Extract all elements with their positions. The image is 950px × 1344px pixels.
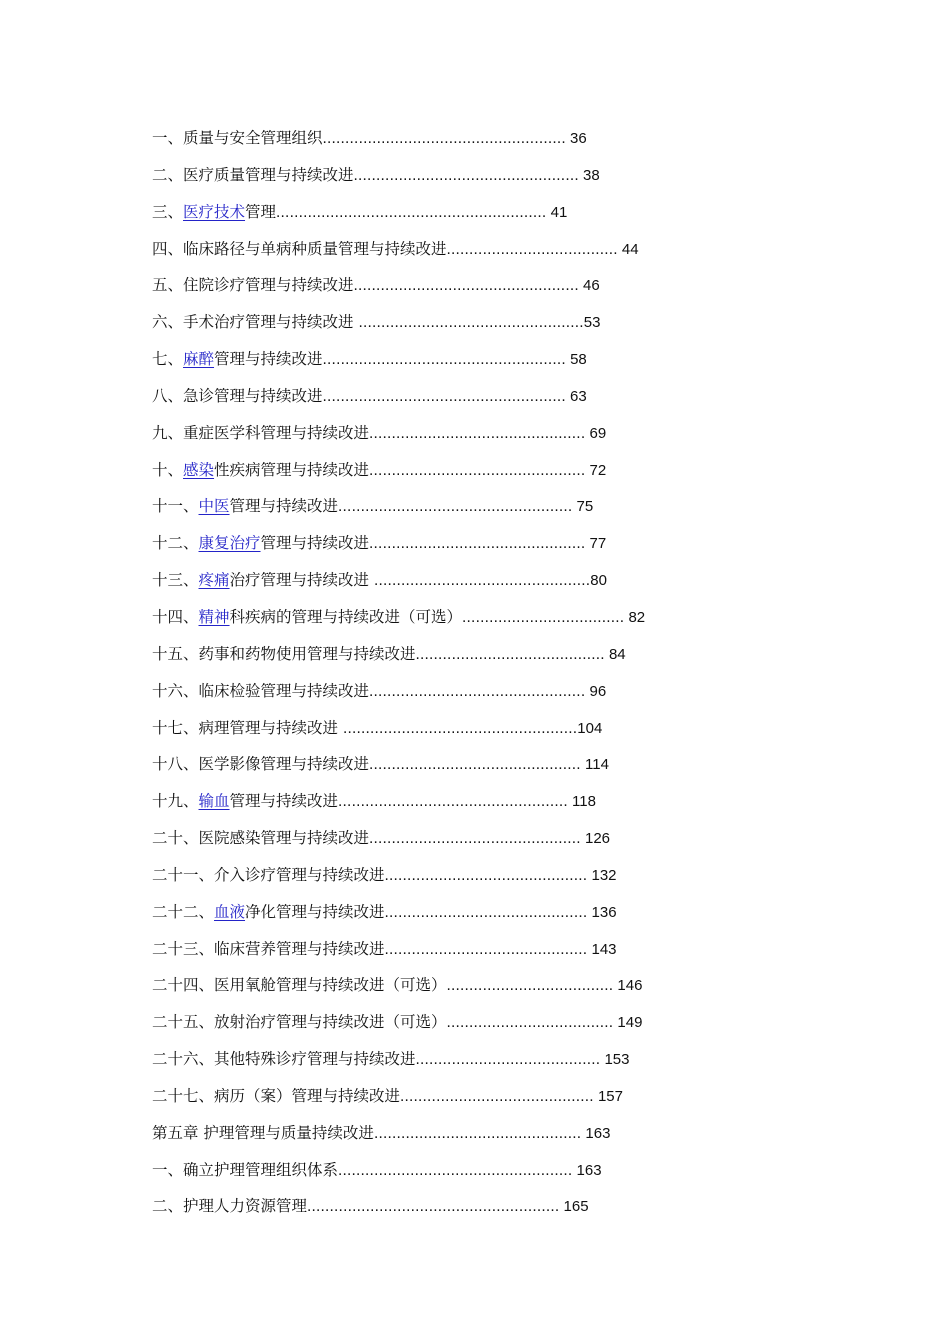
toc-page-number: 44: [617, 240, 639, 258]
toc-entry-title: 十、: [152, 460, 184, 479]
toc-page-number: 96: [585, 682, 607, 700]
toc-entry[interactable]: [152, 824, 712, 861]
toc-page-number: 136: [587, 903, 617, 921]
toc-page-number: 149: [613, 1014, 643, 1032]
toc-entry-link[interactable]: 精神: [198, 607, 230, 626]
toc-entry-title: 净化管理与持续改进: [245, 902, 385, 921]
toc-entry-title: 十四、: [152, 607, 199, 626]
toc-dot-leader: ..............................................: [373, 1124, 582, 1142]
toc-entry[interactable]: [152, 787, 712, 824]
toc-dot-leader: ....................................: [462, 608, 625, 626]
toc-dot-leader: .............................................: [384, 903, 588, 921]
toc-page-number: 132: [587, 866, 617, 884]
toc-entry-title: 科疾病的管理与持续改进（可选）: [229, 607, 463, 626]
toc-page-number: 46: [578, 277, 600, 295]
toc-dot-leader: .....................................: [446, 1014, 614, 1032]
toc-dot-leader: ...............................................: [369, 756, 581, 774]
toc-page-number: 80: [590, 572, 607, 590]
toc-entry-title: 治疗管理与持续改进: [229, 571, 374, 590]
toc-entry-link[interactable]: 康复治疗: [198, 534, 261, 553]
toc-entry-title: 管理与持续改进: [214, 350, 323, 369]
toc-entry[interactable]: [152, 750, 712, 787]
toc-entry-title: 九、重症医学科管理与持续改进: [152, 423, 370, 442]
toc-entry-title: 七、: [152, 350, 184, 369]
toc-entry[interactable]: [152, 271, 712, 308]
toc-entry[interactable]: [152, 198, 712, 235]
toc-entry-title: 管理与持续改进: [260, 534, 370, 553]
toc-entry-title: 十八、医学影像管理与持续改进: [152, 755, 370, 774]
toc-entry[interactable]: [152, 124, 712, 161]
toc-page-number: 157: [593, 1087, 623, 1105]
toc-dot-leader: .........................................: [415, 1051, 601, 1069]
toc-entry-title: 八、急诊管理与持续改进: [152, 386, 323, 405]
toc-entry[interactable]: [152, 235, 712, 272]
toc-entry-title: 管理: [245, 202, 277, 221]
toc-entry[interactable]: [152, 492, 712, 529]
toc-entry[interactable]: [152, 161, 712, 198]
toc-dot-leader: ..................................................: [353, 277, 579, 295]
toc-entry-title: 性疾病管理与持续改进: [214, 460, 370, 479]
toc-entry-title: 二、医疗质量管理与持续改进: [152, 165, 354, 184]
toc-entry-title: 二十四、医用氧舱管理与持续改进（可选）: [152, 976, 447, 995]
toc-entry-title: 一、质量与安全管理组织: [152, 129, 323, 147]
toc-page-number: 163: [572, 1161, 602, 1179]
toc-entry-title: 十七、病理管理与持续改进: [152, 718, 343, 737]
toc-entry-title: 管理与持续改进: [229, 497, 339, 516]
toc-dot-leader: ...........................................: [400, 1087, 594, 1105]
toc-dot-leader: .....................................: [446, 977, 614, 995]
toc-page-number: 146: [613, 977, 643, 995]
toc-page-number: 126: [580, 830, 611, 848]
toc-entry-title: 二十、医院感染管理与持续改进: [152, 829, 370, 848]
toc-page-number: 114: [580, 756, 609, 774]
toc-page-number: 58: [565, 351, 587, 369]
toc-entry[interactable]: [152, 640, 712, 677]
toc-entry-link[interactable]: 感染: [183, 460, 215, 479]
toc-dot-leader: ................................................: [369, 682, 586, 700]
toc-dot-leader: .............................................: [384, 866, 588, 884]
toc-page-number: 118: [567, 793, 596, 811]
toc-dot-leader: ..........................................: [415, 645, 605, 663]
toc-dot-leader: ......................................................: [322, 387, 566, 405]
toc-dot-leader: .............................................: [384, 940, 588, 958]
toc-entry-title: 十二、: [152, 534, 199, 553]
toc-entry[interactable]: [152, 308, 712, 345]
toc-dot-leader: ........................................................: [307, 1198, 560, 1216]
toc-entry-title: 二十六、其他特殊诊疗管理与持续改进: [152, 1050, 416, 1069]
toc-dot-leader: ................................................: [369, 535, 586, 553]
toc-page-number: 153: [600, 1051, 630, 1069]
toc-entry-title: 十九、: [152, 792, 199, 811]
toc-entry[interactable]: [152, 714, 712, 751]
toc-entry[interactable]: [152, 456, 712, 493]
toc-entry-title: 二十一、介入诊疗管理与持续改进: [152, 865, 385, 884]
toc-entry[interactable]: [152, 861, 712, 898]
toc-entry-title: 四、临床路径与单病种质量管理与持续改进: [152, 239, 447, 258]
toc-entry[interactable]: [152, 935, 712, 972]
toc-entry-title: 二十三、临床营养管理与持续改进: [152, 939, 385, 958]
toc-dot-leader: ................................................: [373, 572, 591, 590]
toc-page-number: 77: [585, 535, 607, 553]
toc-entry[interactable]: [152, 1192, 712, 1229]
toc-entry-title: 二十五、放射治疗管理与持续改进（可选）: [152, 1013, 447, 1032]
toc-page-number: 82: [624, 608, 646, 626]
toc-dot-leader: ....................................................: [338, 1161, 573, 1179]
toc-entry-title: 十一、: [152, 497, 199, 516]
toc-entry[interactable]: [152, 971, 712, 1008]
toc-entry[interactable]: [152, 677, 712, 714]
toc-page-number: 63: [565, 387, 587, 405]
toc-entry[interactable]: [152, 382, 712, 419]
toc-entry[interactable]: [152, 1119, 712, 1156]
toc-entry[interactable]: [152, 1082, 712, 1119]
toc-page-number: 163: [581, 1124, 611, 1142]
toc-dot-leader: ................................................: [369, 461, 586, 479]
toc-entry-title: 二十二、: [152, 902, 215, 921]
toc-entry[interactable]: [152, 1008, 712, 1045]
toc-entry-title: 二十七、病历（案）管理与持续改进: [152, 1086, 401, 1105]
toc-entry-title: 六、手术治疗管理与持续改进: [152, 313, 359, 332]
toc-dot-leader: ......................................................: [322, 130, 566, 147]
toc-entry[interactable]: [152, 1045, 712, 1082]
toc-entry-title: 十五、药事和药物使用管理与持续改进: [152, 644, 416, 663]
toc-entry[interactable]: [152, 419, 712, 456]
toc-entry-title: 一、确立护理管理组织体系: [152, 1160, 339, 1179]
table-of-contents: [152, 124, 712, 1229]
toc-entry-title: 二、护理人力资源管理: [152, 1197, 308, 1216]
toc-page-number: 104: [577, 719, 603, 737]
toc-page-number: 69: [585, 424, 607, 442]
toc-dot-leader: ..................................................: [353, 166, 579, 184]
toc-page-number: 53: [583, 314, 601, 332]
toc-page-number: 165: [559, 1198, 589, 1216]
toc-dot-leader: ....................................................: [342, 719, 578, 737]
toc-entry-title: 五、住院诊疗管理与持续改进: [152, 276, 354, 295]
toc-page-number: 75: [572, 498, 594, 516]
toc-entry-link[interactable]: 输血: [198, 792, 230, 811]
toc-entry[interactable]: [152, 345, 712, 382]
toc-dot-leader: ...................................................: [338, 793, 568, 811]
toc-entry[interactable]: [152, 898, 712, 935]
toc-page-number: 36: [565, 130, 587, 147]
toc-entry-link[interactable]: 疼痛: [198, 571, 230, 590]
toc-entry-title: 三、: [152, 202, 184, 221]
toc-entry-title: 十三、: [152, 571, 199, 590]
toc-entry-title: 第五章 护理管理与质量持续改进: [152, 1123, 374, 1142]
toc-entry-link[interactable]: 血液: [214, 902, 246, 921]
toc-dot-leader: ................................................: [369, 424, 586, 442]
toc-dot-leader: ............................................................: [276, 203, 547, 221]
toc-entry[interactable]: [152, 529, 712, 566]
toc-dot-leader: ......................................................: [322, 351, 566, 369]
toc-dot-leader: ..................................................: [358, 314, 584, 332]
toc-page-number: 41: [546, 203, 568, 221]
toc-dot-leader: ......................................: [446, 240, 618, 258]
toc-entry[interactable]: [152, 1156, 712, 1193]
toc-page-number: 84: [604, 645, 626, 663]
toc-entry-link[interactable]: 中医: [198, 497, 230, 516]
toc-entry-link[interactable]: 医疗技术: [183, 202, 246, 221]
toc-entry[interactable]: [152, 603, 712, 640]
toc-entry-title: 十六、临床检验管理与持续改进: [152, 681, 370, 700]
toc-dot-leader: ....................................................: [338, 498, 573, 516]
toc-page-number: 38: [578, 166, 600, 184]
toc-page-number: 143: [587, 940, 617, 958]
toc-dot-leader: ...............................................: [369, 830, 581, 848]
toc-entry[interactable]: [152, 566, 712, 603]
toc-entry-link[interactable]: 麻醉: [183, 350, 215, 369]
toc-page-number: 72: [585, 461, 607, 479]
toc-entry-title: 管理与持续改进: [229, 792, 339, 811]
